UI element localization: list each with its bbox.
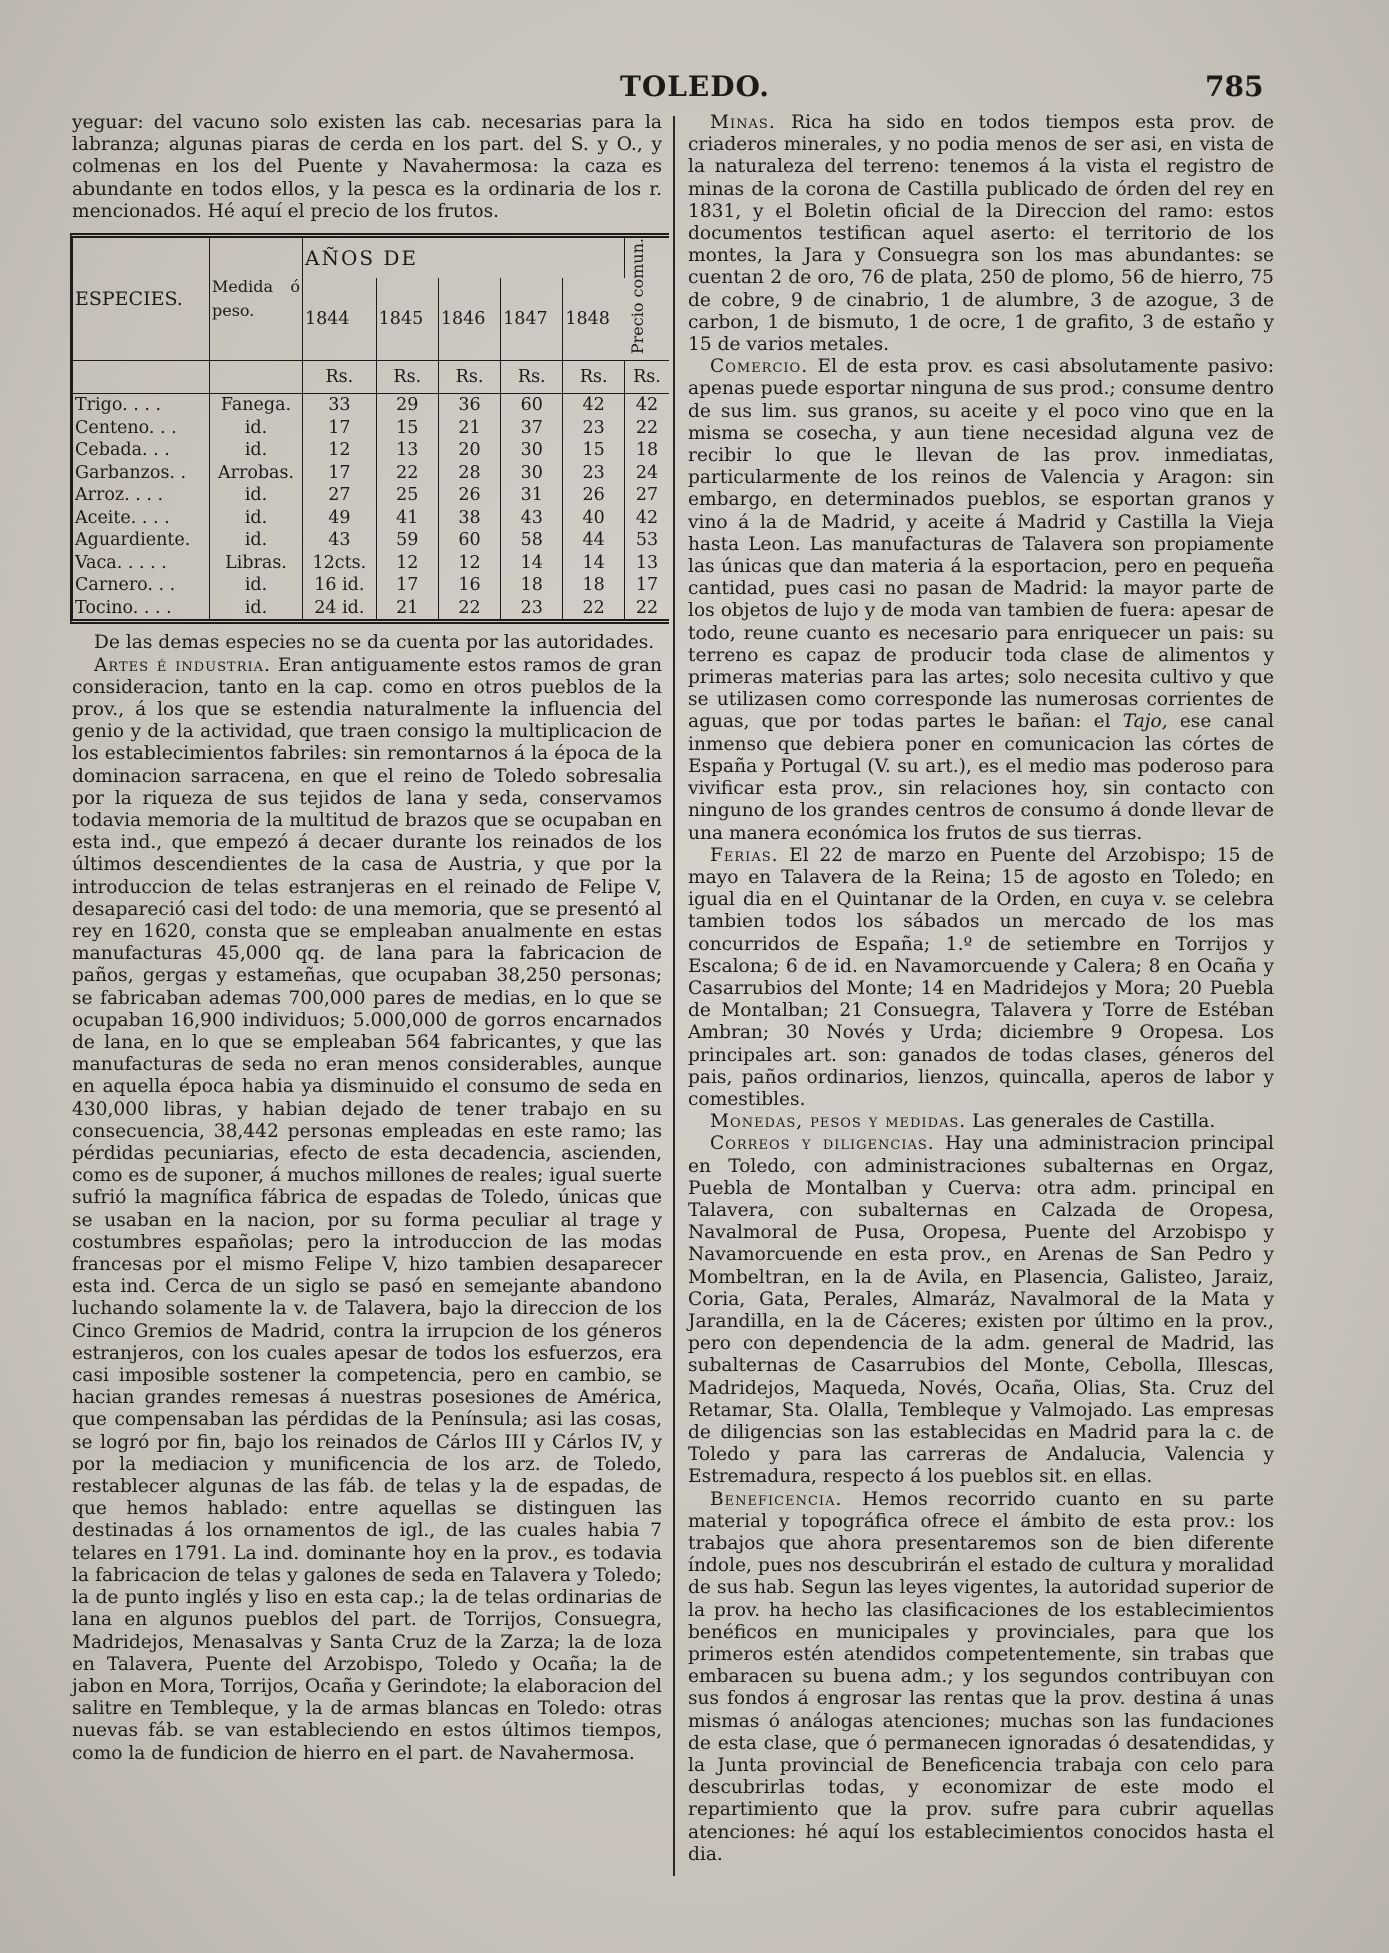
cell-precio-comun: 24	[635, 462, 659, 483]
correos-paragraph	[688, 1133, 1274, 1488]
monedas-text: Las generales de Castilla.	[972, 1111, 1216, 1133]
table-row	[73, 439, 669, 462]
cell-precio-comun: 18	[635, 440, 659, 461]
after-table-note: De las demas especies no se da cuenta por las autoridades.	[94, 632, 655, 654]
tajo-italic: Tajo,	[1122, 711, 1168, 733]
page-header	[0, 70, 1389, 110]
year-1847: 1847	[501, 278, 563, 361]
cell-price: 49	[303, 507, 377, 530]
cell-price: 25	[376, 484, 438, 507]
cell-precio-comun: 22	[635, 597, 659, 618]
cell-price: 40	[563, 507, 625, 530]
cell-price: 29	[376, 394, 438, 417]
cell-price: 16 id.	[303, 574, 377, 597]
cell-medida: id.	[210, 439, 303, 462]
cell-price: 18	[563, 574, 625, 597]
left-column	[72, 112, 662, 1765]
rs-blank	[210, 361, 303, 394]
cell-price: 41	[376, 507, 438, 530]
table-row	[73, 597, 669, 620]
cell-price: 42	[563, 394, 625, 417]
table-row	[73, 552, 669, 575]
comercio-text-2: ese canal inmenso que debiera poner en comunicacion las córtes de España y Portugal (V. su art.), es el medio mas poderoso para vivificar esta prov., sin relaciones hoy, sin contacto con ninguno de los grandes centros de consumo á donde llevar de una manera económica los frutos de sus tierras.	[688, 711, 1274, 844]
cell-price: 17	[303, 417, 377, 440]
cell-medida: id.	[210, 507, 303, 530]
cell-medida: id.	[210, 597, 303, 620]
table-row	[73, 462, 669, 485]
comercio-paragraph	[688, 356, 1274, 844]
cell-price: 18	[501, 574, 563, 597]
cell-price: 58	[501, 529, 563, 552]
cell-price: 14	[563, 552, 625, 575]
rs-blank	[73, 361, 210, 394]
cell-price: 28	[438, 462, 500, 485]
cell-price: 24 id.	[303, 597, 377, 620]
beneficencia-heading: Beneficencia.	[710, 1488, 843, 1510]
cell-price: 14	[501, 552, 563, 575]
cell-price: 21	[438, 417, 500, 440]
header-precio-cell	[625, 238, 670, 361]
rs-label: Rs.	[303, 361, 377, 394]
cell-price: 16	[438, 574, 500, 597]
year-1844: 1844	[303, 278, 377, 361]
table-row	[73, 394, 669, 417]
table-body	[73, 394, 669, 620]
minas-heading: Minas.	[710, 112, 776, 133]
cell-especie: Cebada. . .	[73, 439, 210, 462]
cell-price: 23	[563, 417, 625, 440]
cell-especie: Aguardiente.	[73, 529, 210, 552]
ferias-paragraph	[688, 845, 1274, 1111]
header-medida: Medida ó peso.	[210, 238, 303, 361]
minas-paragraph	[688, 112, 1274, 356]
cell-especie: Arroz. . . .	[73, 484, 210, 507]
cell-price: 20	[438, 439, 500, 462]
cell-price: 12	[438, 552, 500, 575]
table-row	[73, 529, 669, 552]
cell-precio-comun: 42	[635, 395, 659, 416]
cell-price: 15	[376, 417, 438, 440]
monedas-paragraph	[688, 1111, 1274, 1133]
rs-label: Rs.	[376, 361, 438, 394]
cell-price: 26	[563, 484, 625, 507]
cell-price: 43	[501, 507, 563, 530]
cell-especie: Vaca. . . . .	[73, 552, 210, 575]
monedas-heading: Monedas, pesos y medidas.	[710, 1111, 967, 1133]
cell-price: 17	[303, 462, 377, 485]
cell-medida: id.	[210, 484, 303, 507]
cell-price: 38	[438, 507, 500, 530]
cell-price: 44	[563, 529, 625, 552]
cell-especie: Centeno. . .	[73, 417, 210, 440]
beneficencia-paragraph	[688, 1489, 1274, 1866]
table-row	[73, 574, 669, 597]
cell-price: 43	[303, 529, 377, 552]
cell-price: 15	[563, 439, 625, 462]
cell-price: 30	[501, 439, 563, 462]
cell-price: 22	[438, 597, 500, 620]
correos-text: Hay una administracion principal en Toledo, con administraciones subalternas en Orgaz, Puebla de Montalban y Cuerva: otra adm. principal en Talavera, con subalternas en Calzada de Oropesa, Navalmoral de Pusa, Oropesa, Puente del Arzobispo y Navamorcuende en esta prov., en Arenas de San Pedro y Mombeltran, en la de Avila, en Plasencia, Galisteo, Jaraiz, Coria, Gata, Perales, Almaráz, Navalmoral de la Mata y Jarandilla, en la de Cáceres; existen por último en la prov., pero con dependencia de la adm. general de Madrid, las subalternas de Casarrubios del Monte, Cebolla, Illescas, Madridejos, Maqueda, Novés, Ocaña, Olias, Sta. Cruz del Retamar, Sta. Olalla, Tembleque y Valmojado. Las empresas de diligencias son las establecidas en Madrid para la c. de Toledo y para las carreras de Andalucia, Valencia y Estremadura, respecto á los pueblos sit. en ellas.	[688, 1133, 1274, 1488]
ferias-heading: Ferias.	[710, 844, 779, 866]
ferias-text: El 22 de marzo en Puente del Arzobispo; 15 de mayo en Talavera de la Reina; 15 de agosto en Toledo; en igual dia en el Quintanar de la Orden, en cuya v. se celebra tambien todos los sábados un mercado de los mas concurridos de España; 1.º de setiembre en Torrijos y Escalona; 6 de id. en Navamorcuende y Calera; 8 en Ocaña y Casarrubios del Monte; 14 en Madridejos y Mora; 20 Puebla de Montalban; 21 Consuegra, Talavera y Torre de Estéban Ambran; 30 Novés y Urda; diciembre 9 Oropesa. Los principales art. son: ganados de todas clases, géneros del pais, paños ordinarios, lienzos, quincalla, aperos de labor y comestibles.	[688, 844, 1274, 1110]
table-row	[73, 507, 669, 530]
column-rule	[673, 116, 675, 1876]
cell-medida: Fanega.	[210, 394, 303, 417]
rs-label: Rs.	[438, 361, 500, 394]
cell-price: 30	[501, 462, 563, 485]
cell-precio-comun: 42	[635, 507, 659, 528]
cell-price: 60	[501, 394, 563, 417]
table-row	[73, 417, 669, 440]
cell-especie: Garbanzos. .	[73, 462, 210, 485]
cell-especie: Trigo. . . .	[73, 394, 210, 417]
right-column	[688, 112, 1274, 1866]
cell-price: 17	[376, 574, 438, 597]
cell-precio-comun: 27	[635, 485, 659, 506]
price-table	[70, 233, 669, 624]
page-number: 785	[1205, 70, 1264, 103]
minas-text: Rica ha sido en todos tiempos esta prov. de criaderos minerales, y no podia menos de ser asi, en vista de la naturaleza del terreno: tenemos á la vista el registro de minas de la corona de Castilla publicado de órden del rey en 1831, y el Boletin oficial de la Direccion del ramo: estos documentos testifican aquel aserto: el territorio de los montes, la Jara y Consuegra son los mas abundantes: se cuentan 2 de oro, 76 de plata, 250 de plomo, 56 de hierro, 75 de cobre, 9 de cinabrio, 1 de alumbre, 3 de azogue, 3 de carbon, 1 de bismuto, 1 de ocre, 1 de grafito, 3 de estaño y 15 de varios metales.	[688, 112, 1274, 356]
rs-label: Rs.	[625, 361, 670, 394]
cell-price: 21	[376, 597, 438, 620]
page-title: TOLEDO.	[620, 70, 771, 103]
cell-precio-comun: 17	[635, 575, 659, 596]
cell-precio-comun: 53	[635, 530, 659, 551]
beneficencia-text: Hemos recorrido cuanto en su parte material y topográfica ofrece el ámbito de esta prov.: los trabajos que ahora presentaremos son de bien diferente índole, pues nos descubrirán el estado de cultura y moralidad de sus hab. Segun las leyes vigentes, la autoridad superior de la prov. ha hecho las clasificaciones de los establecimientos benéficos en municipales y provinciales, para que los primeros estén atendidos competentemente, sin trabas que embaracen su buena adm.; y los segundos contribuyan con sus fondos á engrosar las rentas que la prov. destina á unas mismas ó análogas atenciones; muchas son las fundaciones de esta clase, que ó permanecen ignoradas ó desatendidas, y la Junta provincial de Beneficencia trabaja con celo para descubrirlas todas, y economizar de este modo el repartimiento que la prov. sufre para cubrir aquellas atenciones: hé aquí los establecimientos conocidos hasta el dia.	[688, 1488, 1274, 1865]
cell-especie: Carnero. . .	[73, 574, 210, 597]
header-anos: AÑOS DE	[303, 238, 625, 278]
cell-price: 37	[501, 417, 563, 440]
cell-price: 12	[303, 439, 377, 462]
cell-price: 22	[376, 462, 438, 485]
cell-especie: Aceite. . . .	[73, 507, 210, 530]
year-1846: 1846	[438, 278, 500, 361]
artes-paragraph	[72, 655, 662, 1765]
cell-price: 26	[438, 484, 500, 507]
cell-price: 36	[438, 394, 500, 417]
cell-medida: id.	[210, 417, 303, 440]
artes-text: Eran antiguamente estos ramos de gran consideracion, tanto en la cap. como en otros pueblos de la prov., á los que se estendia naturalmente la influencia del genio y de la actividad, que traen consigo la multiplicacion de los establecimientos fabriles: sin remontarnos á la época de la dominacion sarracena, en que el reino de Toledo sobresalia por la riqueza de sus tejidos de lana y seda, conservamos todavia memoria de la multitud de brazos que se ocupaban en esta ind., que empezó á decaer durante los reinados de los últimos descendientes de la casa de Austria, y que por la introduccion de telas estranjeras en el reinado de Felipe V, desapareció casi del todo: de una memoria, que se presentó al rey en 1620, consta que se empleaban anualmente en estas manufacturas 45,000 qq. de lana para la fabricacion de paños, gergas y estameñas, que ocupaban 38,250 personas; se fabricaban ademas 700,000 pares de medias, en lo que se ocupaban 16,900 individuos; 5.000,000 de gorros encarnados de lana, en lo que se empleaban 564 fabricantes, y que las manufacturas de seda no eran menos considerables, aunque en aquella época habia ya disminuido el consumo de seda en 430,000 libras, y habian dejado de tener trabajo en su consecuencia, 38,442 personas empleadas en este ramo; las pérdidas pecuniarias, efecto de esta decadencia, ascienden, como es de suponer, á muchos millones de reales; igual suerte sufrió la magnífica fábrica de espadas de Toledo, únicas que se usaban en la nacion, por su forma peculiar al trage y costumbres españolas; pero la introduccion de las modas francesas por el mismo Felipe V, hizo tambien desaparecer esta ind. Cerca de un siglo se pasó en semejante abandono luchando solamente la v. de Talavera, bajo la direccion de los Cinco Gremios de Madrid, contra la irrupcion de los géneros estranjeros, con los cuales apesar de todos los esfuerzos, era casi imposible sostener la competencia, pero en cambio, se hacian grandes remesas á nuestras posesiones de América, que compensaban las pérdidas de la Península; asi las cosas, se logró por fin, bajo los reinados de Cárlos III y Cárlos IV, y por la mediacion y munificencia de los arz. de Toledo, restablecer algunas de las fáb. de telas y la de espadas, de que hemos hablado: entre aquellas se distinguen las destinadas á los ornamentos de igl., de las cuales habia 7 telares en 1791. La ind. dominante hoy en la prov., es todavia la fabricacion de telas y galones de seda en Talavera y Toledo; la de punto inglés y liso en esta cap.; la de telas ordinarias de lana en algunos pueblos del part. de Torrijos, Consuegra, Madridejos, Menasalvas y Santa Cruz de la Zarza; la de loza en Talavera, Puente del Arzobispo, Toledo y Ocaña; la de jabon en Mora, Torrijos, Ocaña y Gerindote; la elaboracion del salitre en Tembleque, y la de armas blancas en Toledo: otras nuevas fáb. se van estableciendo en estos últimos tiempos, como la de fundicion de hierro en el part. de Navahermosa.	[72, 654, 662, 1764]
cell-medida: id.	[210, 529, 303, 552]
comercio-text: El de esta prov. es casi absolutamente pasivo: apenas puede esportar ninguna de sus prod.; consume dentro de sus lim. sus granos, su aceite y el poco vino que en la misma se cosecha, y aun tiene necesidad alguna vez de recibir lo que le llevan de las prov. inmediatas, particularmente de los reinos de Valencia y Aragon: sin embargo, en determinados pueblos, se esportan granos y vino á la de Madrid, y aceite á Madrid y Castilla la Vieja hasta Leon. Las manufacturas de Talavera son propiamente las únicas que dan materia á la esportacion, pero en pequeña cantidad, pues casi no pasan de Madrid: la mayor parte de los objetos de lujo y de moda van tambien de fuera: apesar de todo, reune cuanto es necesario para enriquecer un pais: su terreno es capaz de producir toda clase de alimentos y primeras materias para las artes; solo necesita cultivo y que se utilizasen como corresponde las numerosas corrientes de aguas, que por todas partes le bañan: el	[688, 356, 1275, 733]
cell-price: 23	[563, 462, 625, 485]
header-especies: ESPECIES.	[73, 238, 210, 361]
rs-label: Rs.	[501, 361, 563, 394]
cell-medida: Arrobas.	[210, 462, 303, 485]
cell-price: 31	[501, 484, 563, 507]
cell-price: 59	[376, 529, 438, 552]
cell-medida: id.	[210, 574, 303, 597]
cell-price: 27	[303, 484, 377, 507]
cell-price: 60	[438, 529, 500, 552]
artes-heading: Artes é industria.	[94, 654, 271, 676]
cell-price: 12cts.	[303, 552, 377, 575]
year-1848: 1848	[563, 278, 625, 361]
cell-price: 12	[376, 552, 438, 575]
table-row	[73, 484, 669, 507]
correos-heading: Correos y diligencias.	[710, 1133, 935, 1155]
cell-especie: Tocino. . . .	[73, 597, 210, 620]
intro-paragraph: yeguar: del vacuno solo existen las cab. necesarias para la labranza; algunas piaras de cerda en los part. del S. y O., y colmenas en los del Puente y Navahermosa: la caza es abundante en todos ellos, y la pesca es la ordinaria de los r. mencionados. Hé aquí el precio de los frutos.	[72, 112, 662, 222]
cell-price: 22	[563, 597, 625, 620]
cell-price: 13	[376, 439, 438, 462]
rs-label: Rs.	[563, 361, 625, 394]
cell-price: 23	[501, 597, 563, 620]
cell-price: 33	[303, 394, 377, 417]
header-precio: Precio comun.	[628, 238, 647, 355]
cell-precio-comun: 22	[635, 417, 659, 438]
cell-precio-comun: 13	[635, 552, 659, 573]
cell-medida: Libras.	[210, 552, 303, 575]
year-1845: 1845	[376, 278, 438, 361]
comercio-heading: Comercio.	[710, 356, 809, 378]
